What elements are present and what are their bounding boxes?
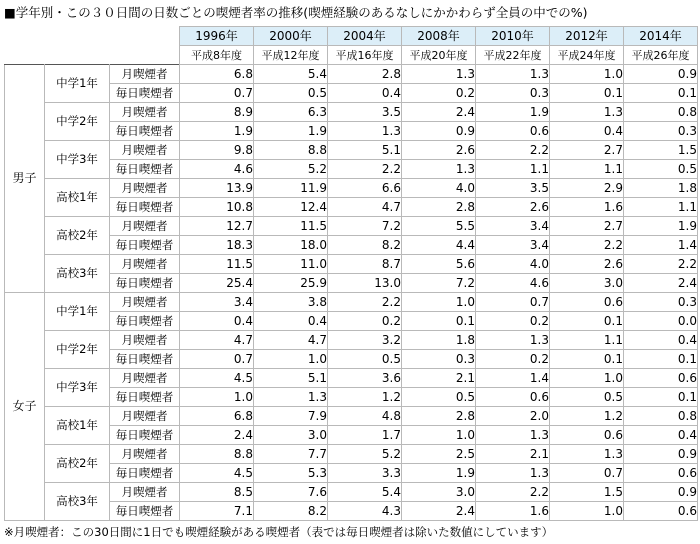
grade-cell: 中学2年	[45, 331, 110, 369]
value-cell: 2.1	[402, 369, 476, 388]
table-row	[5, 483, 698, 502]
value-cell: 5.2	[254, 160, 328, 179]
value-cell: 1.4	[476, 369, 550, 388]
metric-cell: 毎日喫煙者	[110, 236, 180, 255]
value-cell: 8.8	[180, 445, 254, 464]
value-cell: 0.9	[624, 483, 698, 502]
value-cell: 11.9	[254, 179, 328, 198]
value-cell: 0.5	[624, 160, 698, 179]
value-cell: 10.8	[180, 198, 254, 217]
value-cell: 2.6	[550, 255, 624, 274]
value-cell: 7.2	[328, 217, 402, 236]
value-cell: 1.9	[476, 103, 550, 122]
era-header: 平成16年度	[328, 46, 402, 65]
value-cell: 2.2	[476, 483, 550, 502]
value-cell: 0.4	[624, 426, 698, 445]
value-cell: 1.9	[402, 464, 476, 483]
value-cell: 2.2	[328, 160, 402, 179]
year-header: 2004年	[328, 27, 402, 46]
metric-cell: 月喫煙者	[110, 293, 180, 312]
grade-cell: 中学3年	[45, 369, 110, 407]
value-cell: 3.0	[402, 483, 476, 502]
value-cell: 6.8	[180, 65, 254, 84]
value-cell: 0.5	[254, 84, 328, 103]
gender-cell: 男子	[5, 65, 45, 293]
value-cell: 8.8	[254, 141, 328, 160]
value-cell: 1.2	[328, 388, 402, 407]
value-cell: 1.0	[180, 388, 254, 407]
value-cell: 7.7	[254, 445, 328, 464]
value-cell: 5.1	[254, 369, 328, 388]
value-cell: 0.1	[550, 350, 624, 369]
value-cell: 1.3	[476, 331, 550, 350]
value-cell: 1.9	[624, 217, 698, 236]
value-cell: 0.6	[476, 122, 550, 141]
value-cell: 5.5	[402, 217, 476, 236]
value-cell: 1.3	[476, 65, 550, 84]
value-cell: 0.3	[402, 350, 476, 369]
value-cell: 3.4	[476, 236, 550, 255]
header-blank	[5, 27, 180, 65]
value-cell: 0.7	[180, 350, 254, 369]
value-cell: 7.9	[254, 407, 328, 426]
year-header: 1996年	[180, 27, 254, 46]
chart-title: ■学年別・この３０日間の日数ごとの喫煙者率の推移(喫煙経験のあるなしにかかわらず全員の中での%)	[4, 5, 588, 20]
grade-cell: 高校2年	[45, 445, 110, 483]
year-header: 2010年	[476, 27, 550, 46]
smoking-rate-table	[4, 26, 698, 521]
value-cell: 8.2	[254, 502, 328, 521]
value-cell: 5.6	[402, 255, 476, 274]
value-cell: 0.6	[624, 464, 698, 483]
value-cell: 4.6	[476, 274, 550, 293]
table-row	[5, 331, 698, 350]
value-cell: 6.6	[328, 179, 402, 198]
value-cell: 18.3	[180, 236, 254, 255]
value-cell: 5.1	[328, 141, 402, 160]
value-cell: 1.6	[550, 198, 624, 217]
metric-cell: 毎日喫煙者	[110, 426, 180, 445]
value-cell: 2.5	[402, 445, 476, 464]
value-cell: 0.9	[402, 122, 476, 141]
metric-cell: 毎日喫煙者	[110, 502, 180, 521]
value-cell: 25.9	[254, 274, 328, 293]
metric-cell: 月喫煙者	[110, 483, 180, 502]
value-cell: 1.6	[476, 502, 550, 521]
value-cell: 8.5	[180, 483, 254, 502]
value-cell: 0.4	[180, 312, 254, 331]
value-cell: 0.7	[550, 464, 624, 483]
value-cell: 4.7	[328, 198, 402, 217]
value-cell: 0.4	[254, 312, 328, 331]
value-cell: 2.4	[402, 502, 476, 521]
value-cell: 13.9	[180, 179, 254, 198]
value-cell: 0.4	[328, 84, 402, 103]
value-cell: 0.1	[624, 350, 698, 369]
value-cell: 0.6	[550, 426, 624, 445]
value-cell: 6.8	[180, 407, 254, 426]
table-row	[5, 407, 698, 426]
value-cell: 1.1	[624, 198, 698, 217]
era-header: 平成26年度	[624, 46, 698, 65]
value-cell: 4.7	[254, 331, 328, 350]
value-cell: 3.5	[476, 179, 550, 198]
metric-cell: 毎日喫煙者	[110, 160, 180, 179]
value-cell: 2.2	[550, 236, 624, 255]
value-cell: 0.6	[624, 369, 698, 388]
metric-cell: 毎日喫煙者	[110, 388, 180, 407]
table-row	[5, 445, 698, 464]
value-cell: 0.3	[476, 84, 550, 103]
value-cell: 1.9	[254, 122, 328, 141]
value-cell: 0.1	[550, 84, 624, 103]
value-cell: 4.0	[476, 255, 550, 274]
value-cell: 0.9	[624, 65, 698, 84]
table-row	[5, 217, 698, 236]
value-cell: 12.4	[254, 198, 328, 217]
value-cell: 2.2	[624, 255, 698, 274]
value-cell: 2.2	[476, 141, 550, 160]
value-cell: 1.3	[402, 160, 476, 179]
value-cell: 0.8	[624, 103, 698, 122]
value-cell: 4.0	[402, 179, 476, 198]
value-cell: 5.4	[254, 65, 328, 84]
era-header: 平成8年度	[180, 46, 254, 65]
value-cell: 4.4	[402, 236, 476, 255]
value-cell: 2.1	[476, 445, 550, 464]
grade-cell: 高校1年	[45, 407, 110, 445]
metric-cell: 月喫煙者	[110, 445, 180, 464]
metric-cell: 毎日喫煙者	[110, 122, 180, 141]
value-cell: 3.4	[476, 217, 550, 236]
era-header: 平成24年度	[550, 46, 624, 65]
value-cell: 0.5	[550, 388, 624, 407]
era-header: 平成22年度	[476, 46, 550, 65]
table-row	[5, 179, 698, 198]
value-cell: 2.6	[402, 141, 476, 160]
grade-cell: 中学3年	[45, 141, 110, 179]
value-cell: 13.0	[328, 274, 402, 293]
header-row-years	[5, 27, 698, 46]
value-cell: 3.8	[254, 293, 328, 312]
value-cell: 0.4	[624, 331, 698, 350]
value-cell: 2.4	[402, 103, 476, 122]
value-cell: 2.9	[550, 179, 624, 198]
value-cell: 7.6	[254, 483, 328, 502]
value-cell: 1.0	[550, 65, 624, 84]
value-cell: 1.4	[624, 236, 698, 255]
value-cell: 1.3	[402, 65, 476, 84]
value-cell: 9.8	[180, 141, 254, 160]
era-header: 平成20年度	[402, 46, 476, 65]
value-cell: 0.1	[402, 312, 476, 331]
metric-cell: 毎日喫煙者	[110, 84, 180, 103]
value-cell: 0.5	[402, 388, 476, 407]
value-cell: 3.0	[550, 274, 624, 293]
value-cell: 8.2	[328, 236, 402, 255]
metric-cell: 毎日喫煙者	[110, 312, 180, 331]
value-cell: 1.1	[550, 160, 624, 179]
value-cell: 6.3	[254, 103, 328, 122]
year-header: 2012年	[550, 27, 624, 46]
value-cell: 11.5	[180, 255, 254, 274]
metric-cell: 月喫煙者	[110, 331, 180, 350]
value-cell: 5.2	[328, 445, 402, 464]
table-body	[5, 27, 698, 521]
grade-cell: 高校3年	[45, 483, 110, 521]
year-header: 2014年	[624, 27, 698, 46]
value-cell: 3.4	[180, 293, 254, 312]
value-cell: 0.1	[550, 312, 624, 331]
table-row	[5, 65, 698, 84]
metric-cell: 月喫煙者	[110, 103, 180, 122]
value-cell: 2.7	[550, 141, 624, 160]
value-cell: 0.6	[476, 388, 550, 407]
value-cell: 0.2	[476, 350, 550, 369]
grade-cell: 中学1年	[45, 65, 110, 103]
value-cell: 1.5	[624, 141, 698, 160]
value-cell: 0.9	[624, 445, 698, 464]
value-cell: 1.0	[550, 502, 624, 521]
value-cell: 0.5	[328, 350, 402, 369]
value-cell: 0.6	[624, 502, 698, 521]
value-cell: 1.0	[402, 426, 476, 445]
grade-cell: 高校2年	[45, 217, 110, 255]
grade-cell: 中学2年	[45, 103, 110, 141]
value-cell: 0.3	[624, 293, 698, 312]
value-cell: 2.8	[328, 65, 402, 84]
value-cell: 1.3	[328, 122, 402, 141]
metric-cell: 毎日喫煙者	[110, 464, 180, 483]
value-cell: 1.3	[550, 445, 624, 464]
value-cell: 8.9	[180, 103, 254, 122]
value-cell: 3.5	[328, 103, 402, 122]
table-row	[5, 103, 698, 122]
metric-cell: 毎日喫煙者	[110, 198, 180, 217]
value-cell: 1.3	[476, 464, 550, 483]
value-cell: 11.5	[254, 217, 328, 236]
value-cell: 4.6	[180, 160, 254, 179]
table-row	[5, 255, 698, 274]
table-row	[5, 369, 698, 388]
value-cell: 1.0	[550, 369, 624, 388]
year-header: 2008年	[402, 27, 476, 46]
era-header: 平成12年度	[254, 46, 328, 65]
table-row	[5, 141, 698, 160]
value-cell: 1.5	[550, 483, 624, 502]
value-cell: 0.4	[550, 122, 624, 141]
grade-cell: 中学1年	[45, 293, 110, 331]
grade-cell: 高校1年	[45, 179, 110, 217]
value-cell: 0.3	[624, 122, 698, 141]
value-cell: 1.8	[624, 179, 698, 198]
value-cell: 0.0	[624, 312, 698, 331]
value-cell: 4.5	[180, 369, 254, 388]
metric-cell: 月喫煙者	[110, 65, 180, 84]
value-cell: 25.4	[180, 274, 254, 293]
value-cell: 4.8	[328, 407, 402, 426]
value-cell: 3.3	[328, 464, 402, 483]
value-cell: 12.7	[180, 217, 254, 236]
value-cell: 0.2	[328, 312, 402, 331]
value-cell: 0.7	[476, 293, 550, 312]
value-cell: 3.2	[328, 331, 402, 350]
value-cell: 2.4	[180, 426, 254, 445]
value-cell: 0.1	[624, 388, 698, 407]
value-cell: 7.1	[180, 502, 254, 521]
value-cell: 4.5	[180, 464, 254, 483]
metric-cell: 月喫煙者	[110, 369, 180, 388]
value-cell: 0.7	[180, 84, 254, 103]
metric-cell: 毎日喫煙者	[110, 274, 180, 293]
value-cell: 18.0	[254, 236, 328, 255]
value-cell: 2.4	[624, 274, 698, 293]
value-cell: 0.8	[624, 407, 698, 426]
gender-cell: 女子	[5, 293, 45, 521]
value-cell: 4.3	[328, 502, 402, 521]
metric-cell: 月喫煙者	[110, 407, 180, 426]
value-cell: 2.8	[402, 198, 476, 217]
value-cell: 3.0	[254, 426, 328, 445]
value-cell: 4.7	[180, 331, 254, 350]
metric-cell: 月喫煙者	[110, 179, 180, 198]
value-cell: 3.6	[328, 369, 402, 388]
grade-cell: 高校3年	[45, 255, 110, 293]
metric-cell: 月喫煙者	[110, 217, 180, 236]
value-cell: 1.8	[402, 331, 476, 350]
metric-cell: 月喫煙者	[110, 255, 180, 274]
value-cell: 0.2	[402, 84, 476, 103]
value-cell: 5.3	[254, 464, 328, 483]
value-cell: 1.3	[476, 426, 550, 445]
value-cell: 2.0	[476, 407, 550, 426]
value-cell: 7.2	[402, 274, 476, 293]
value-cell: 1.1	[550, 331, 624, 350]
year-header: 2000年	[254, 27, 328, 46]
value-cell: 11.0	[254, 255, 328, 274]
value-cell: 1.3	[550, 103, 624, 122]
footnote: ※月喫煙者：この30日間に1日でも喫煙経験がある喫煙者（表では毎日喫煙者は除いた数値にしています）	[4, 525, 554, 539]
value-cell: 1.1	[476, 160, 550, 179]
metric-cell: 月喫煙者	[110, 141, 180, 160]
value-cell: 2.6	[476, 198, 550, 217]
table-row	[5, 293, 698, 312]
value-cell: 1.3	[254, 388, 328, 407]
value-cell: 1.0	[254, 350, 328, 369]
value-cell: 1.7	[328, 426, 402, 445]
value-cell: 2.7	[550, 217, 624, 236]
value-cell: 0.2	[476, 312, 550, 331]
value-cell: 0.1	[624, 84, 698, 103]
metric-cell: 毎日喫煙者	[110, 350, 180, 369]
value-cell: 0.6	[550, 293, 624, 312]
value-cell: 2.2	[328, 293, 402, 312]
value-cell: 1.9	[180, 122, 254, 141]
value-cell: 1.2	[550, 407, 624, 426]
value-cell: 5.4	[328, 483, 402, 502]
value-cell: 1.0	[402, 293, 476, 312]
value-cell: 2.8	[402, 407, 476, 426]
value-cell: 8.7	[328, 255, 402, 274]
